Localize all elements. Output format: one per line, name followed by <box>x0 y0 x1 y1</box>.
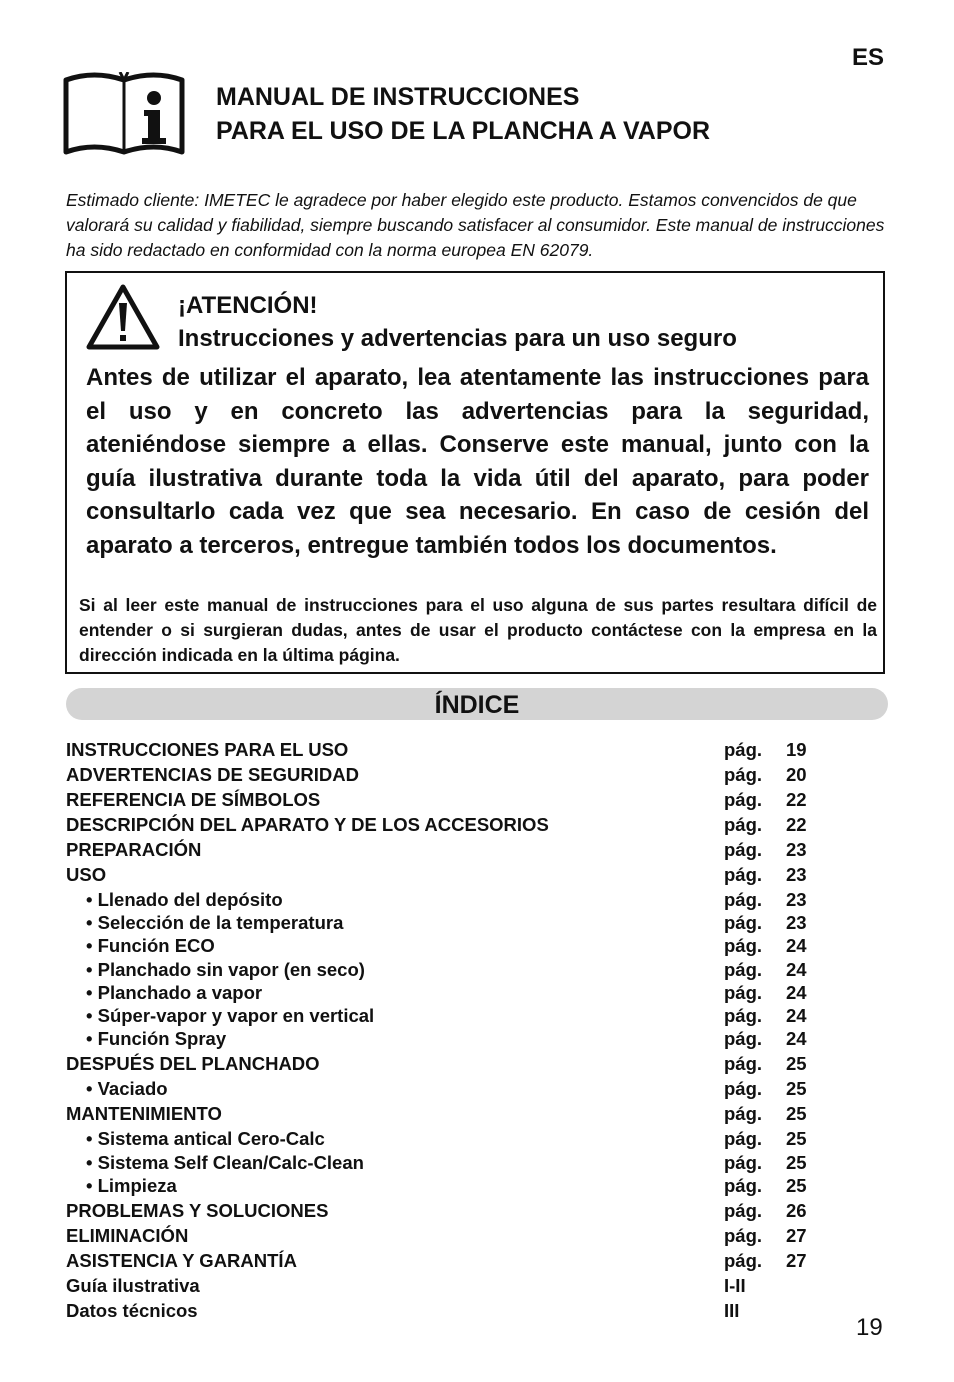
toc-item-title: USO <box>66 864 107 885</box>
toc-item <box>66 863 826 887</box>
toc-item-title: • Planchado a vapor <box>86 982 263 1003</box>
warning-subheading: Instrucciones y advertencias para un uso seguro <box>178 325 737 352</box>
toc-item-page-number: 23 <box>786 864 807 885</box>
toc-item-page-number: 27 <box>786 1250 807 1271</box>
toc-subitem <box>66 1004 826 1028</box>
toc-item-page-number: 25 <box>786 1175 807 1196</box>
toc-item-page-number: 24 <box>786 1005 807 1026</box>
toc-item <box>66 1249 826 1273</box>
toc-subitem <box>66 981 826 1005</box>
toc-item-title: • Función ECO <box>86 935 215 956</box>
toc-item-page-label: pág. <box>724 789 763 810</box>
toc-item-page-label: pág. <box>724 839 763 860</box>
toc-item-title: • Sistema Self Clean/Calc-Clean <box>86 1152 364 1173</box>
toc-item-page-label: pág. <box>724 764 763 785</box>
toc-item-page-label: pág. <box>724 1200 763 1221</box>
toc-item-page-label: pág. <box>724 739 763 760</box>
toc-item-page-label: pág. <box>724 889 763 910</box>
page-title <box>216 80 710 148</box>
toc-subitem <box>66 888 826 912</box>
toc-item-title: PROBLEMAS Y SOLUCIONES <box>66 1200 329 1221</box>
toc-item-title: • Súper-vapor y vapor en vertical <box>86 1005 375 1026</box>
warning-note: Si al leer este manual de instrucciones para el uso alguna de sus partes resultara difícil de entender o si surgieran dudas, antes de usar el producto contáctese con la empresa en la dirección indicada en la última página. <box>79 595 877 665</box>
toc-item-title: ADVERTENCIAS DE SEGURIDAD <box>66 764 359 785</box>
toc-item-page-number: 23 <box>786 912 807 933</box>
toc-item-page-label: pág. <box>724 864 763 885</box>
language-code: ES <box>852 44 885 71</box>
toc-subitem <box>66 1027 826 1051</box>
toc-item-page-number: 20 <box>786 764 807 785</box>
toc-subitem <box>66 911 826 935</box>
toc-item-page-label: pág. <box>724 1053 763 1074</box>
toc-item-title: • Llenado del depósito <box>86 889 283 910</box>
toc-item-page-number: 22 <box>786 789 807 810</box>
toc-item-page-label: pág. <box>724 959 763 980</box>
toc-item-page-number: 25 <box>786 1128 807 1149</box>
toc-item-page-number: 24 <box>786 935 807 956</box>
toc-item-page-number: 24 <box>786 1028 807 1049</box>
toc-item <box>66 1224 826 1248</box>
toc-item-page-label: pág. <box>724 1250 763 1271</box>
toc-item <box>66 838 826 862</box>
toc-item-page-label: pág. <box>724 1175 763 1196</box>
toc-item-title: ELIMINACIÓN <box>66 1225 189 1246</box>
toc-item-title: DESPUÉS DEL PLANCHADO <box>66 1053 320 1074</box>
title-line-1: MANUAL DE INSTRUCCIONES <box>216 83 580 111</box>
toc-item-page-number: 25 <box>786 1152 807 1173</box>
toc-item-page-label: I-II <box>724 1275 746 1296</box>
toc-item-page-number: 24 <box>786 959 807 980</box>
toc-item-page-label: pág. <box>724 935 763 956</box>
toc-item-page-label: pág. <box>724 1152 763 1173</box>
toc-item <box>66 763 826 787</box>
toc-item-title: ASISTENCIA Y GARANTÍA <box>66 1250 297 1271</box>
toc-item-title: REFERENCIA DE SÍMBOLOS <box>66 789 321 810</box>
toc-item-page-number: 25 <box>786 1053 807 1074</box>
toc-item-page-number: 22 <box>786 814 807 835</box>
toc-item-page-label: pág. <box>724 1005 763 1026</box>
toc-item-page-number: 25 <box>786 1103 807 1124</box>
toc-subitem <box>66 934 826 958</box>
toc-item-title: • Función Spray <box>86 1028 227 1049</box>
title-line-2: PARA EL USO DE LA PLANCHA A VAPOR <box>216 117 711 145</box>
toc-item-page-number: 26 <box>786 1200 807 1221</box>
toc-item-page-label: III <box>724 1300 740 1321</box>
warning-heading: ¡ATENCIÓN! <box>178 292 318 319</box>
toc-item-title: • Sistema antical Cero-Calc <box>86 1128 325 1149</box>
toc-item-page-number: 25 <box>786 1078 807 1099</box>
toc-subitem <box>66 958 826 982</box>
toc-item-page-number: 23 <box>786 889 807 910</box>
toc-item-page-number: 19 <box>786 739 807 760</box>
toc-item-page-label: pág. <box>724 1225 763 1246</box>
toc-subitem <box>66 1174 826 1198</box>
toc-item <box>66 738 826 762</box>
toc-item-title: • Selección de la temperatura <box>86 912 344 933</box>
open-book-info-icon <box>62 72 186 162</box>
toc-item-title: DESCRIPCIÓN DEL APARATO Y DE LOS ACCESORIOS <box>66 814 549 835</box>
toc-item-title: PREPARACIÓN <box>66 839 202 860</box>
toc-item-title: • Vaciado <box>86 1078 168 1099</box>
toc-item-page-label: pág. <box>724 814 763 835</box>
toc-item-title: MANTENIMIENTO <box>66 1103 222 1124</box>
toc-item-page-number: 27 <box>786 1225 807 1246</box>
toc-item-page-number: 23 <box>786 839 807 860</box>
toc-item-page-label: pág. <box>724 1028 763 1049</box>
toc-item-page-label: pág. <box>724 982 763 1003</box>
toc-item-page-label: pág. <box>724 1078 763 1099</box>
warning-heading-block <box>178 289 737 355</box>
toc-subitem <box>66 1151 826 1175</box>
intro-paragraph: Estimado cliente: IMETEC le agradece por haber elegido este producto. Estamos convencidos de que valorará su calidad y fiabilidad, siempre buscando satisfacer al consumidor. Este manual de instrucciones ha sido redactado en conformidad con la norma europea EN 62079. <box>66 190 885 260</box>
toc-item <box>66 1199 826 1223</box>
toc-item <box>66 1102 826 1126</box>
safety-warning-box <box>65 271 885 674</box>
toc-item <box>66 813 826 837</box>
warning-body: Antes de utilizar el aparato, lea atentamente las instrucciones para el uso y en concreto las advertencias para la seguridad, ateniéndose siempre a ellas. Conserve este manual, junto con la guía ilustrativa durante toda la vida útil del aparato, para poder consultarlo cada vez que sea necesario. En caso de cesión del aparato a terceros, entregue también todos los documentos. <box>86 364 869 559</box>
toc-subitem <box>66 1127 826 1151</box>
toc-item-title: INSTRUCCIONES PARA EL USO <box>66 739 349 760</box>
index-heading: ÍNDICE <box>66 688 888 720</box>
toc-item-title: Guía ilustrativa <box>66 1275 200 1296</box>
toc-item-title: • Limpieza <box>86 1175 177 1196</box>
toc-item-page-label: pág. <box>724 1128 763 1149</box>
toc-item <box>66 1274 826 1298</box>
toc-item <box>66 1052 826 1076</box>
toc-item-page-number: 24 <box>786 982 807 1003</box>
toc-item <box>66 1299 826 1323</box>
toc-item <box>66 788 826 812</box>
page-number: 19 <box>856 1314 883 1341</box>
warning-triangle-icon <box>85 283 161 351</box>
toc-item-page-label: pág. <box>724 1103 763 1124</box>
toc-item-title: Datos técnicos <box>66 1300 198 1321</box>
toc-item-page-label: pág. <box>724 912 763 933</box>
toc-item-title: • Planchado sin vapor (en seco) <box>86 959 365 980</box>
toc-subitem <box>66 1077 826 1101</box>
